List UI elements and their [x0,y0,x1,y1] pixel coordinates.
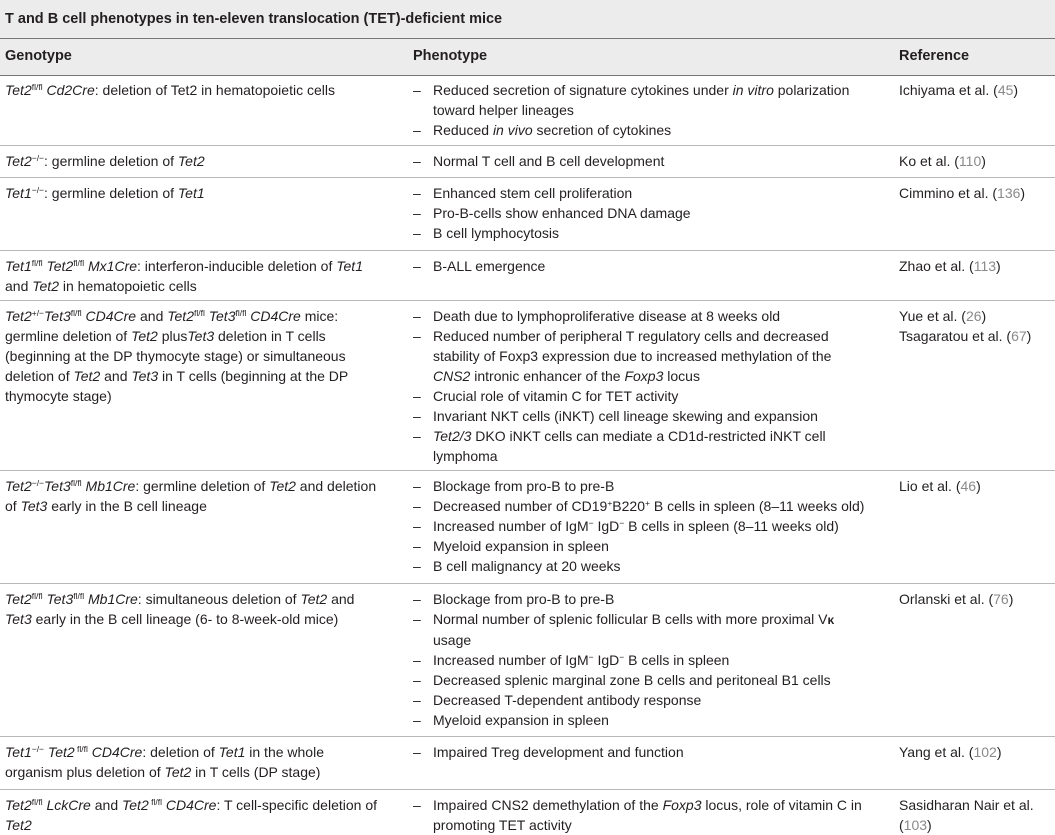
superscript-text: + [644,498,650,508]
table-title: T and B cell phenotypes in ten-eleven translocation (TET)-deficient mice [5,11,503,27]
text-run: locus [663,368,700,384]
header-genotype: Genotype [5,48,72,64]
phenotype-item [413,406,868,426]
phenotype-text [433,258,545,274]
phenotype-text [433,82,849,118]
italic-text: Tet2 [122,797,149,813]
phenotype-text [433,797,862,833]
text-run: κ [827,613,835,627]
dash-bullet: – [413,744,421,760]
italic-text: Tet3 [20,498,48,514]
reference-cell [899,80,1055,100]
dash-bullet: – [413,692,421,708]
dash-bullet: – [413,308,421,324]
italic-text: CNS2 [433,368,471,384]
reference-citation [899,476,1055,496]
superscript-text: −/− [31,153,45,163]
reference-cell [899,742,1055,762]
reference-author: Lio et al. ( [899,478,961,494]
italic-text: Tet2 [300,591,328,607]
italic-text: Tet2 [5,153,32,169]
italic-text: Tet2 [131,328,158,344]
reference-author: Ichiyama et al. ( [899,82,998,98]
reference-cell [899,589,1055,609]
phenotype-text [433,498,864,514]
italic-text: in vitro [732,82,774,98]
phenotype-item [413,223,868,243]
genotype-cell [5,151,385,171]
dash-bullet: – [413,558,421,574]
phenotype-item [413,650,868,670]
reference-author: Yang et al. ( [899,744,974,760]
phenotype-item [413,476,868,496]
phenotype-cell [413,306,868,466]
text-run: in the whole organism plus deletion of [5,744,324,780]
superscript-text: fl/fl [193,308,205,318]
text-run: Impaired CNS2 demethylation of the [433,797,663,813]
text-run: plus [157,328,188,344]
superscript-text: − [619,518,625,528]
italic-text: Tet3 [44,478,71,494]
phenotype-item [413,426,868,466]
text-run: early in the B cell lineage [47,498,207,514]
phenotype-cell [413,80,868,140]
phenotype-item [413,516,868,536]
reference-citation [899,151,1055,171]
dash-bullet: – [413,611,421,627]
italic-text: Tet3 [187,328,215,344]
superscript-text: fl/fl [73,258,85,268]
italic-text: Mb1Cre [85,478,136,494]
text-run: : deletion of [142,744,219,760]
text-run: Pro-B-cells show enhanced DNA damage [433,205,691,221]
phenotype-item [413,556,868,576]
superscript-text: −/− [31,478,45,488]
reference-close: ) [1013,82,1019,98]
italic-text: Tet2 [32,278,59,294]
table-row [0,178,1055,251]
reference-author: Sasidharan Nair et al. ( [899,797,1034,833]
text-run: Myeloid expansion in spleen [433,712,609,728]
phenotype-text [433,478,614,494]
genotype-cell [5,306,385,406]
reference-link[interactable]: 26 [965,308,982,324]
text-run: : deletion of Tet2 in hematopoietic cells [94,82,335,98]
phenotype-text [433,712,609,728]
phenotype-item [413,256,868,276]
superscript-text: + [607,498,613,508]
table-row [0,471,1055,584]
text-run: Increased number of IgM [433,652,589,668]
reference-citation [899,326,1055,346]
phenotype-text [433,205,691,221]
italic-text: Tet2 [5,817,32,833]
phenotype-item [413,710,868,730]
italic-text: Tet1 [177,185,205,201]
reference-link[interactable]: 110 [958,153,982,169]
superscript-text: fl/fl [31,591,43,601]
phenotype-cell [413,795,868,835]
reference-cell [899,476,1055,496]
italic-text: Tet1 [5,258,32,274]
dash-bullet: – [413,518,421,534]
reference-cell [899,151,1055,171]
italic-text: Cd2Cre [46,82,95,98]
text-run: Impaired Treg development and function [433,744,684,760]
superscript-text: − [588,652,594,662]
text-run: Increased number of IgM [433,518,589,534]
text-run: : T cell-specific deletion of [216,797,377,813]
table-title-bar [0,0,1055,39]
text-run: : interferon-inducible deletion of [137,258,337,274]
text-run: IgD [593,518,620,534]
reference-author: Tsagaratou et al. ( [899,328,1012,344]
reference-cell [899,256,1055,276]
phenotype-item [413,326,868,386]
reference-close: ) [981,153,986,169]
reference-citation [899,589,1055,609]
italic-text: Tet2 [5,797,32,813]
text-run: and [327,591,355,607]
superscript-text: −/− [31,185,45,195]
superscript-text: +/− [31,308,45,318]
reference-link[interactable]: 67 [1011,328,1027,344]
italic-text: Foxp3 [662,797,702,813]
superscript-text: fl/fl [148,797,162,807]
phenotype-text [433,558,621,574]
reference-author: Orlanski et al. ( [899,591,994,607]
phenotype-item [413,306,868,326]
text-run: B-ALL emergence [433,258,546,274]
superscript-text: fl/fl [74,744,88,754]
text-run: in T cells (beginning at the DP thymocyte stage) [5,368,349,404]
italic-text: in vivo [492,122,533,138]
text-run: early in the B cell lineage (6- to 8-week-old mice) [31,611,339,627]
italic-text: Tet1 [336,258,363,274]
reference-cell [899,183,1055,203]
text-run: and [136,308,168,324]
phenotype-cell [413,183,868,243]
superscript-text: fl/fl [73,591,85,601]
dash-bullet: – [413,591,421,607]
phenotype-item [413,795,868,835]
genotype-cell [5,795,385,835]
table-row [0,737,1055,790]
phenotype-text [433,153,664,169]
phenotype-item [413,690,868,710]
dash-bullet: – [413,328,421,344]
reference-citation [899,256,1055,276]
italic-text: Tet3 [208,308,236,324]
phenotype-item [413,386,868,406]
phenotype-text [433,518,839,534]
genotype-cell [5,742,385,782]
phenotype-cell [413,476,868,576]
dash-bullet: – [413,428,421,444]
phenotype-text [433,428,826,464]
text-run: B cells in spleen [624,652,730,668]
reference-citation [899,306,1055,326]
dash-bullet: – [413,122,421,138]
reference-cell [899,306,1055,346]
reference-close: ) [1008,591,1014,607]
text-run: and [5,278,33,294]
reference-close: ) [996,744,1002,760]
reference-close: ) [927,817,932,833]
reference-close: ) [981,308,987,324]
dash-bullet: – [413,672,421,688]
text-run: polarization toward helper lineages [433,82,850,118]
phenotype-text [433,652,729,668]
reference-citation [899,795,1055,835]
phenotype-item [413,670,868,690]
italic-text: Tet2 [5,308,32,324]
italic-text: Mb1Cre [88,591,138,607]
dash-bullet: – [413,408,421,424]
text-run: Normal T cell and B cell development [433,153,665,169]
reference-citation [899,80,1055,100]
italic-text: Tet2 [269,478,296,494]
genotype-cell [5,256,385,296]
superscript-text: fl/fl [70,478,82,488]
italic-text: Tet2 [164,764,192,780]
genotype-cell [5,80,385,100]
reference-link[interactable]: 103 [903,817,928,833]
dash-bullet: – [413,388,421,404]
reference-link[interactable]: 136 [997,185,1021,201]
phenotype-cell [413,589,868,730]
italic-text: Mx1Cre [88,258,138,274]
text-run: Reduced secretion of signature cytokines under [433,82,733,98]
italic-text: CD4Cre [165,797,217,813]
superscript-text: −/− [31,744,45,754]
text-run: in hematopoietic cells [58,278,197,294]
dash-bullet: – [413,185,421,201]
superscript-text: fl/fl [31,258,43,268]
genotype-cell [5,183,385,203]
text-run: Invariant NKT cells (iNKT) cell lineage skewing and expansion [433,408,818,424]
phenotype-text [433,611,834,648]
text-run: deletion in T cells (beginning at the DP thymocyte stage) or simultaneous deletion of [5,328,346,384]
phenotype-text [433,672,831,688]
italic-text: Tet3 [46,591,74,607]
genotype-cell [5,589,385,629]
phenotype-cell [413,742,868,762]
text-run: : germline deletion of [44,153,178,169]
text-run: Normal number of splenic follicular B cells with more proximal V [433,611,828,627]
text-run: locus, role of vitamin C in promoting TET activity [433,797,862,833]
italic-text: Tet3 [5,611,32,627]
text-run: and [100,368,132,384]
superscript-text: fl/fl [31,797,43,807]
reference-close: ) [976,478,981,494]
italic-text: Tet2 [5,82,32,98]
text-run: Enhanced stem cell proliferation [433,185,633,201]
phenotype-text [433,591,614,607]
reference-author: Yue et al. ( [899,308,966,324]
italic-text: LckCre [46,797,91,813]
phenotype-item [413,151,868,171]
dash-bullet: – [413,225,421,241]
phenotype-item [413,536,868,556]
reference-citation [899,742,1055,762]
reference-link[interactable]: 102 [973,744,997,760]
reference-author: Ko et al. ( [899,153,959,169]
reference-close: ) [996,258,1001,274]
italic-text: Tet2 [177,153,205,169]
dash-bullet: – [413,258,421,274]
italic-text: Tet2 [5,591,32,607]
text-run: Reduced [433,122,493,138]
table-header-row [0,39,1055,76]
italic-text: Tet2 [5,478,32,494]
italic-text: Tet2 [47,744,75,760]
text-run: in T cells (DP stage) [191,764,321,780]
header-phenotype: Phenotype [413,48,488,64]
superscript-text: fl/fl [235,308,247,318]
dash-bullet: – [413,797,421,813]
italic-text: Tet1 [5,185,32,201]
reference-close: ) [1026,328,1032,344]
phenotype-text [433,744,684,760]
phenotype-cell [413,151,868,171]
dash-bullet: – [413,538,421,554]
italic-text: CD4Cre [250,308,301,324]
dash-bullet: – [413,205,421,221]
text-run: B cells in spleen (8–11 weeks old) [649,498,865,514]
text-run: Death due to lymphoproliferative disease at 8 weeks old [433,308,781,324]
phenotype-item [413,742,868,762]
text-run: Blockage from pro-B to pre-B [433,478,615,494]
superscript-text: fl/fl [31,82,43,92]
italic-text: Tet2 [73,368,101,384]
text-run: DKO iNKT cells can mediate a CD1d-restricted iNKT cell lymphoma [433,428,826,464]
italic-text: Tet1 [218,744,246,760]
table-row [0,584,1055,737]
header-reference: Reference [899,48,970,64]
text-run: and [90,797,122,813]
italic-text: Tet3 [131,368,159,384]
phenotype-text [433,122,671,138]
text-run: secretion of cytokines [532,122,672,138]
table-row [0,301,1055,471]
reference-cell [899,795,1055,835]
phenotype-text [433,308,780,324]
superscript-text: fl/fl [70,308,82,318]
reference-citation [899,183,1055,203]
text-run: mice: germline deletion of [5,308,339,344]
reference-author: Cimmino et al. ( [899,185,998,201]
phenotype-text [433,225,559,241]
phenotype-text [433,408,818,424]
dash-bullet: – [413,82,421,98]
text-run: : germline deletion of [135,478,270,494]
italic-text: Tet2/3 [433,428,472,444]
text-run: intronic enhancer of the [470,368,625,384]
text-run: Reduced number of peripheral T regulatory cells and decreased stability of Foxp3 expression due to increased methylation of the [433,328,832,364]
table-row [0,790,1055,833]
text-run: Decreased number of CD19 [433,498,608,514]
phenotype-item [413,80,868,120]
reference-link[interactable]: 45 [997,82,1014,98]
phenotype-item [413,589,868,609]
phenotype-text [433,185,632,201]
dash-bullet: – [413,153,421,169]
phenotype-text [433,538,609,554]
italic-text: CD4Cre [85,308,137,324]
text-run: usage [433,632,472,648]
phenotype-item [413,609,868,650]
superscript-text: − [619,652,625,662]
text-run: B cell malignancy at 20 weeks [433,558,621,574]
text-run: B cells in spleen (8–11 weeks old) [624,518,839,534]
dash-bullet: – [413,498,421,514]
phenotype-text [433,692,701,708]
italic-text: Tet3 [44,308,71,324]
phenotype-item [413,203,868,223]
italic-text: CD4Cre [91,744,143,760]
reference-author: Zhao et al. ( [899,258,974,274]
text-run: B cell lymphocytosis [433,225,560,241]
reference-link[interactable]: 46 [960,478,977,494]
reference-link[interactable]: 113 [973,258,997,274]
text-run: B220 [612,498,645,514]
reference-close: ) [1020,185,1026,201]
text-run: and deletion of [5,478,377,514]
italic-text: Tet2 [46,258,74,274]
text-run: Blockage from pro-B to pre-B [433,591,615,607]
italic-text: Tet2 [167,308,194,324]
text-run: IgD [593,652,620,668]
phenotype-item [413,496,868,516]
phenotype-cell [413,256,868,276]
text-run: Myeloid expansion in spleen [433,538,609,554]
italic-text: Tet1 [5,744,32,760]
dash-bullet: – [413,712,421,728]
text-run: : germline deletion of [44,185,178,201]
dash-bullet: – [413,652,421,668]
table-row [0,146,1055,178]
text-run: : simultaneous deletion of [137,591,301,607]
phenotype-item [413,183,868,203]
phenotype-item [413,120,868,140]
superscript-text: − [588,518,594,528]
dash-bullet: – [413,478,421,494]
table-row [0,75,1055,146]
text-run: Crucial role of vitamin C for TET activity [433,388,679,404]
reference-link[interactable]: 76 [993,591,1009,607]
phenotype-text [433,388,678,404]
italic-text: Foxp3 [624,368,664,384]
phenotype-text [433,328,831,384]
text-run: Decreased T-dependent antibody response [433,692,702,708]
text-run: Decreased splenic marginal zone B cells and peritoneal B1 cells [433,672,831,688]
genotype-cell [5,476,385,516]
table-row [0,251,1055,301]
